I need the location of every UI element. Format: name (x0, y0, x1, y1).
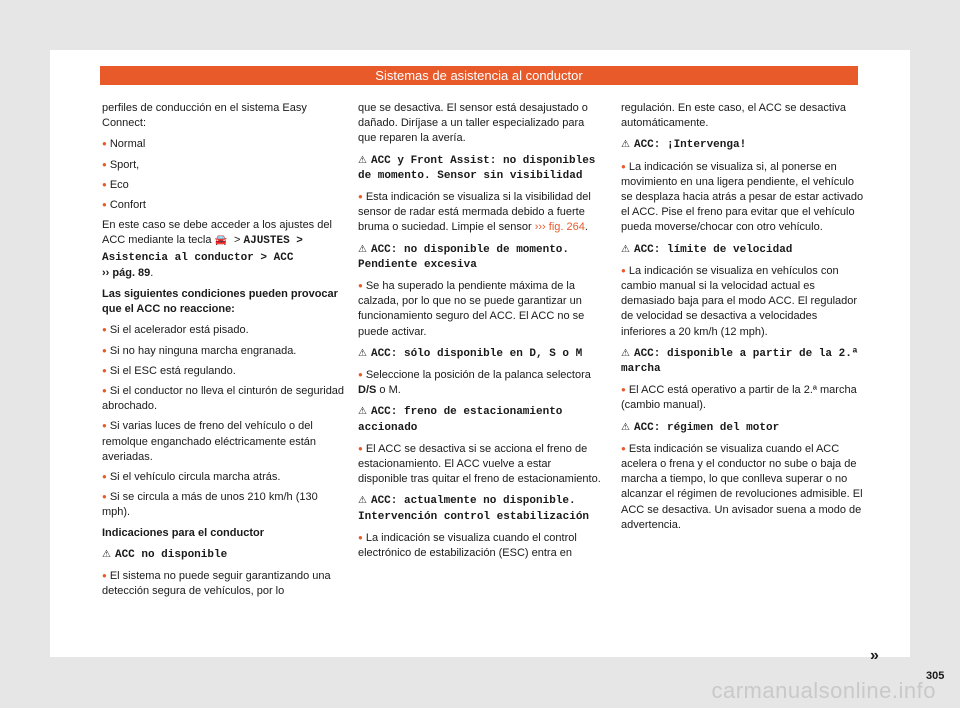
page-number: 305 (926, 670, 945, 682)
indication-title-text: ACC: ¡Intervenga! (633, 139, 747, 152)
indication-title (358, 493, 602, 524)
condition-item: ● Si el ESC está regulando. (102, 364, 346, 379)
figure-reference[interactable]: ››› fig. 264 (534, 221, 585, 234)
watermark: carmanualsonline.info (711, 678, 936, 703)
car-menu-icon: 🚘 (214, 235, 227, 247)
car-warning-icon: ⚠ (621, 243, 630, 255)
car-warning-icon: ⚠ (621, 347, 630, 359)
indication-title (621, 346, 865, 377)
indication-text: ● El sistema no puede seguir garantizando una detección segura de vehículos, por lo (102, 569, 346, 599)
section-header: Sistemas de asistencia al conductor (100, 66, 858, 85)
indication-title (358, 242, 602, 273)
indication-text-body: Esta indicación se visualiza si la visibilidad del sensor de radar está mermada debido a fuerte bruma o suciedad. Limpie el sensor (358, 191, 591, 234)
indication-text: ● El ACC está operativo a partir de la 2.ª marcha (cambio manual). (621, 383, 865, 413)
indication-title (102, 547, 346, 563)
car-warning-icon: ⚠ (621, 139, 630, 151)
car-warning-icon: ⚠ (358, 243, 367, 255)
indication-text: ● La indicación se visualiza si, al ponerse en movimiento en una ligera pendiente, el vehículo se desplaza hacia atrás a pesar de estar activado el ACC. Pise el freno para evitar que el vehículo pueda moverse/chocar con otro vehículo. (621, 160, 865, 236)
profile-item: ● Eco (102, 178, 346, 193)
profile-item: ● Confort (102, 198, 346, 213)
column-3 (621, 101, 865, 539)
profiles-intro: perfiles de conducción en el sistema Easy Connect: (102, 102, 307, 130)
car-warning-icon: ⚠ (358, 154, 367, 166)
condition-item: ● Si el vehículo circula marcha atrás. (102, 470, 346, 485)
indication-title (358, 404, 602, 435)
indication-text: ● La indicación se visualiza en vehículos con cambio manual si la velocidad actual es demasiado baja para el modo ACC. El regulador de velocidad se desactiva a velocidades inferiores a 20 km/h (12 mph). (621, 264, 865, 340)
indication-title-text: ACC: no disponible de momento. Pendiente excesiva (358, 243, 570, 271)
condition-item: ● Si varias luces de freno del vehículo o del remolque enganchado eléctricamente están averiadas. (102, 419, 346, 465)
continued-text: regulación. En este caso, el ACC se desactiva automáticamente. (621, 102, 847, 130)
indication-text (358, 368, 602, 398)
indication-title-text: ACC: freno de estacionamiento accionado (358, 406, 563, 434)
adjust-sep: > (230, 234, 244, 247)
indication-title (621, 420, 865, 436)
car-warning-icon: ⚠ (102, 548, 111, 560)
indication-title-text: ACC no disponible (114, 548, 228, 561)
adjust-text: En este caso se debe acceder a los ajustes del ACC mediante la tecla (102, 219, 332, 247)
car-warning-icon: ⚠ (358, 406, 367, 418)
adjust-paragraph (102, 218, 346, 281)
indication-text-body: Seleccione la posición de la palanca selectora (365, 369, 591, 382)
indication-title-text: ACC: actualmente no disponible. Intervención control estabilización (358, 495, 590, 523)
adjust-end: . (150, 266, 154, 279)
indication-text (358, 190, 602, 236)
condition-item: ● Si el acelerador está pisado. (102, 323, 346, 338)
continued-text: que se desactiva. El sensor está desajustado o dañado. Diríjase a un taller especializado para que reparen la avería. (358, 102, 588, 145)
condition-item: ● Si no hay ninguna marcha engranada. (102, 344, 346, 359)
indication-title (621, 242, 865, 258)
conditions-title: Las siguientes condiciones pueden provocar que el ACC no reaccione: (102, 288, 338, 316)
indication-title (358, 346, 602, 362)
page-reference[interactable]: ›› pág. 89 (102, 266, 151, 279)
continue-marker: » (870, 647, 879, 664)
indication-title-text: ACC y Front Assist: no disponibles de momento. Sensor sin visibilidad (358, 154, 596, 182)
column-1 (102, 101, 346, 604)
selector-position: D/S (358, 384, 377, 397)
indication-title-text: ACC: sólo disponible en D, S o M (370, 347, 583, 360)
indication-title-text: ACC: límite de velocidad (633, 243, 793, 256)
profile-item: ● Sport, (102, 158, 346, 173)
car-warning-icon: ⚠ (621, 421, 630, 433)
adjust-menu-path: AJUSTES > Asistencia al conductor > ACC (102, 235, 303, 264)
car-warning-icon: ⚠ (358, 347, 367, 359)
indication-title-text: ACC: régimen del motor (633, 421, 780, 434)
indication-title-text: ACC: disponible a partir de la 2.ª marcha (621, 347, 859, 376)
condition-item: ● Si se circula a más de unos 210 km/h (130 mph). (102, 490, 346, 520)
profile-item: ● Normal (102, 137, 346, 152)
indication-text-end: . (584, 221, 588, 234)
column-2 (358, 101, 602, 567)
manual-page (50, 50, 945, 682)
condition-item: ● Si el conductor no lleva el cinturón de seguridad abrochado. (102, 384, 346, 414)
indications-title: Indicaciones para el conductor (102, 526, 264, 539)
indication-text-end: o M. (376, 384, 401, 397)
indication-title (358, 153, 602, 184)
indication-title (621, 137, 865, 153)
indication-text: ● Esta indicación se visualiza cuando el ACC acelera o frena y el conductor no sube o baja de marcha a tiempo, lo que conlleva superar o no alcanzar el régimen de revoluciones admisible. El ACC se desactiva. Un avisador suena a modo de advertencia. (621, 442, 865, 533)
indication-text: ● La indicación se visualiza cuando el control electrónico de estabilización (ESC) entra en (358, 531, 602, 561)
indication-text: ● El ACC se desactiva si se acciona el freno de estacionamiento. El ACC vuelve a estar disponible tras quitar el freno de estacionamiento. (358, 442, 602, 488)
car-warning-icon: ⚠ (358, 495, 367, 507)
indication-text: ● Se ha superado la pendiente máxima de la calzada, por lo que no se puede garantizar un funcionamiento seguro del ACC. El ACC no se puede activar. (358, 279, 602, 340)
